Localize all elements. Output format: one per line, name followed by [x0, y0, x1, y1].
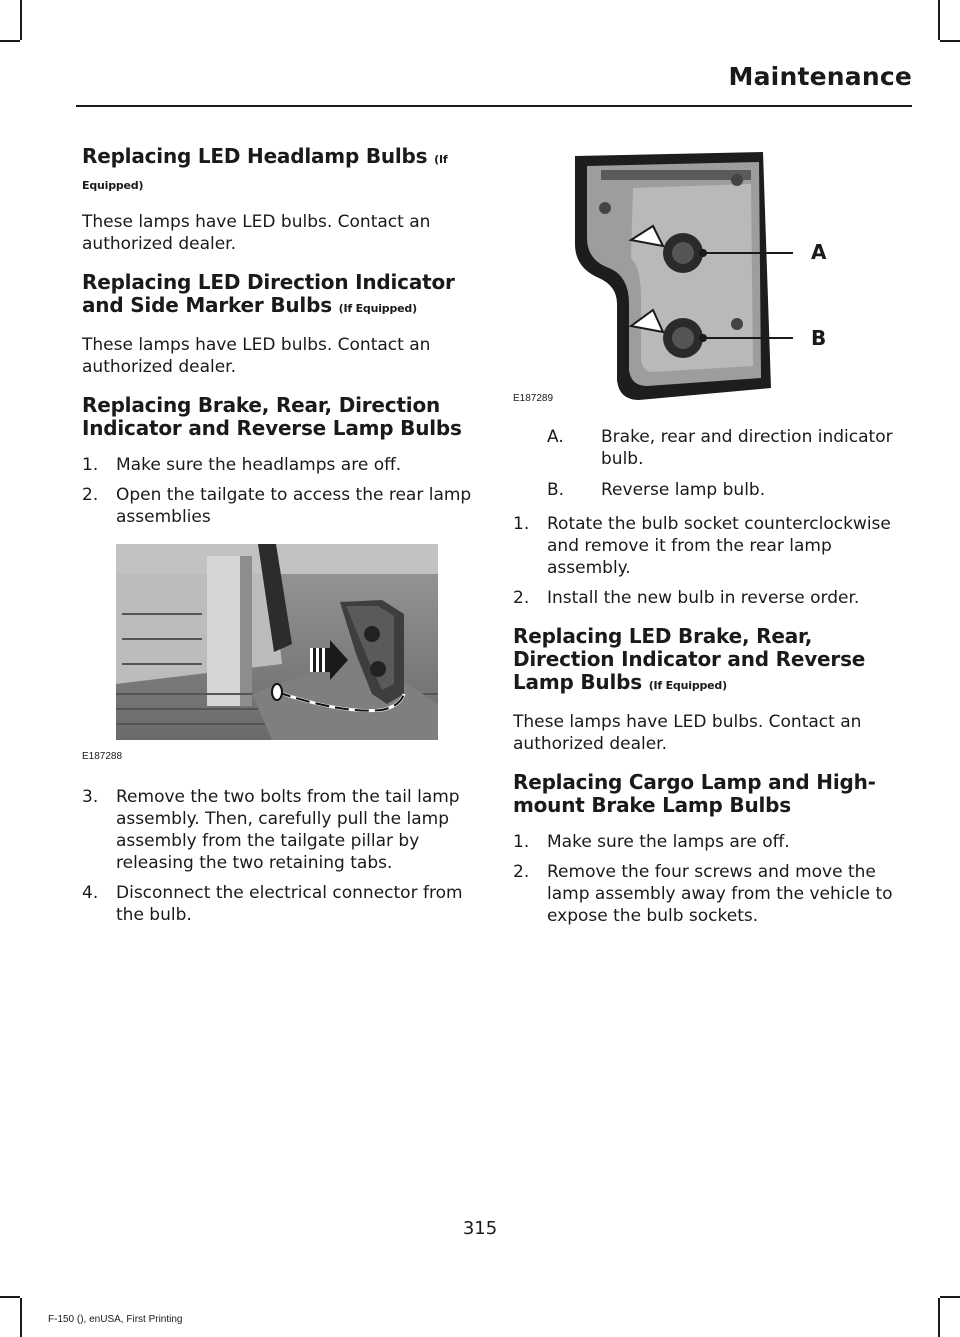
right-column: [513, 148, 911, 943]
section-title: Replacing LED Direction Indicator and Side Marker Bulbs: [82, 270, 455, 317]
tailgate-figure: [82, 544, 440, 762]
step-text: Rotate the bulb socket counterclockwise and remove it from the rear lamp assembly.: [547, 514, 891, 578]
section-body: These lamps have LED bulbs. Contact an authorized dealer.: [513, 712, 862, 754]
step-text: Remove the two bolts from the tail lamp assembly. Then, carefully pull the lamp assembly from the tailgate pillar by releasing the two retaining tabs.: [116, 787, 460, 873]
section-heading: [82, 394, 474, 440]
crop-mark: [938, 1298, 940, 1337]
crop-mark: [20, 0, 22, 40]
step-item: [513, 587, 911, 609]
step-number: 1.: [513, 514, 530, 534]
section-title: Replacing Brake, Rear, Direction Indicator and Reverse Lamp Bulbs: [82, 393, 462, 440]
tail-lamp-illustration: [513, 148, 873, 404]
legend-text: Brake, rear and direction indicator bulb.: [601, 427, 893, 469]
footer-text: F-150 (), enUSA, First Printing: [48, 1314, 183, 1325]
step-list: [513, 513, 911, 609]
step-item: [513, 861, 911, 927]
page-number: 315: [462, 1218, 498, 1239]
step-list: [82, 786, 474, 926]
section-body: These lamps have LED bulbs. Contact an authorized dealer.: [82, 335, 431, 377]
section-heading: [82, 145, 474, 197]
section-suffix: (If Equipped): [648, 679, 727, 692]
section-heading: [513, 771, 911, 817]
step-text: Make sure the lamps are off.: [547, 832, 790, 852]
step-number: 2.: [513, 862, 530, 882]
crop-mark: [0, 40, 20, 42]
crop-mark: [940, 40, 960, 42]
section-suffix: (If Equipped): [82, 153, 448, 192]
section-title: Replacing Cargo Lamp and High-mount Brake Lamp Bulbs: [513, 770, 876, 817]
legend-key: B.: [547, 480, 565, 500]
callout-label-a: A: [811, 240, 827, 264]
crop-mark: [940, 1296, 960, 1298]
step-number: 3.: [82, 787, 99, 807]
step-item: [513, 831, 911, 853]
step-text: Make sure the headlamps are off.: [116, 455, 402, 475]
legend-text: Reverse lamp bulb.: [601, 480, 766, 500]
tail-lamp-figure: [513, 148, 873, 404]
step-number: 2.: [82, 485, 99, 505]
section-heading: [513, 625, 911, 697]
step-number: 4.: [82, 883, 99, 903]
header-rule: [76, 105, 912, 107]
legend-key: A.: [547, 427, 564, 447]
section-heading: [82, 271, 474, 320]
figure-code: E187288: [82, 751, 123, 762]
step-text: Disconnect the electrical connector from the bulb.: [116, 883, 463, 925]
step-number: 1.: [82, 455, 99, 475]
section-body: These lamps have LED bulbs. Contact an authorized dealer.: [82, 212, 431, 254]
crop-mark: [938, 0, 940, 40]
legend-row: [513, 479, 911, 501]
page-header-title: Maintenance: [728, 62, 912, 91]
section-title: Replacing LED Headlamp Bulbs: [82, 144, 428, 168]
step-list: [513, 831, 911, 927]
step-text: Install the new bulb in reverse order.: [547, 588, 860, 608]
crop-mark: [0, 1296, 20, 1298]
step-item: [82, 786, 474, 874]
left-column: [82, 145, 474, 942]
step-text: Open the tailgate to access the rear lamp assemblies: [116, 485, 472, 527]
figure-legend: [513, 426, 911, 501]
step-list: [82, 454, 474, 528]
crop-mark: [20, 1298, 22, 1337]
step-number: 2.: [513, 588, 530, 608]
step-item: [82, 454, 474, 476]
step-text: Remove the four screws and move the lamp assembly away from the vehicle to expose the bulb sockets.: [547, 862, 893, 926]
section-title: Replacing LED Brake, Rear, Direction Indicator and Reverse Lamp Bulbs: [513, 624, 866, 694]
legend-row: [513, 426, 911, 470]
step-number: 1.: [513, 832, 530, 852]
callout-label-b: B: [811, 326, 827, 350]
figure-code: E187289: [513, 393, 554, 404]
section-suffix: (If Equipped): [338, 302, 417, 315]
tailgate-illustration: [82, 544, 440, 762]
step-item: [82, 882, 474, 926]
step-item: [513, 513, 911, 579]
step-item: [82, 484, 474, 528]
